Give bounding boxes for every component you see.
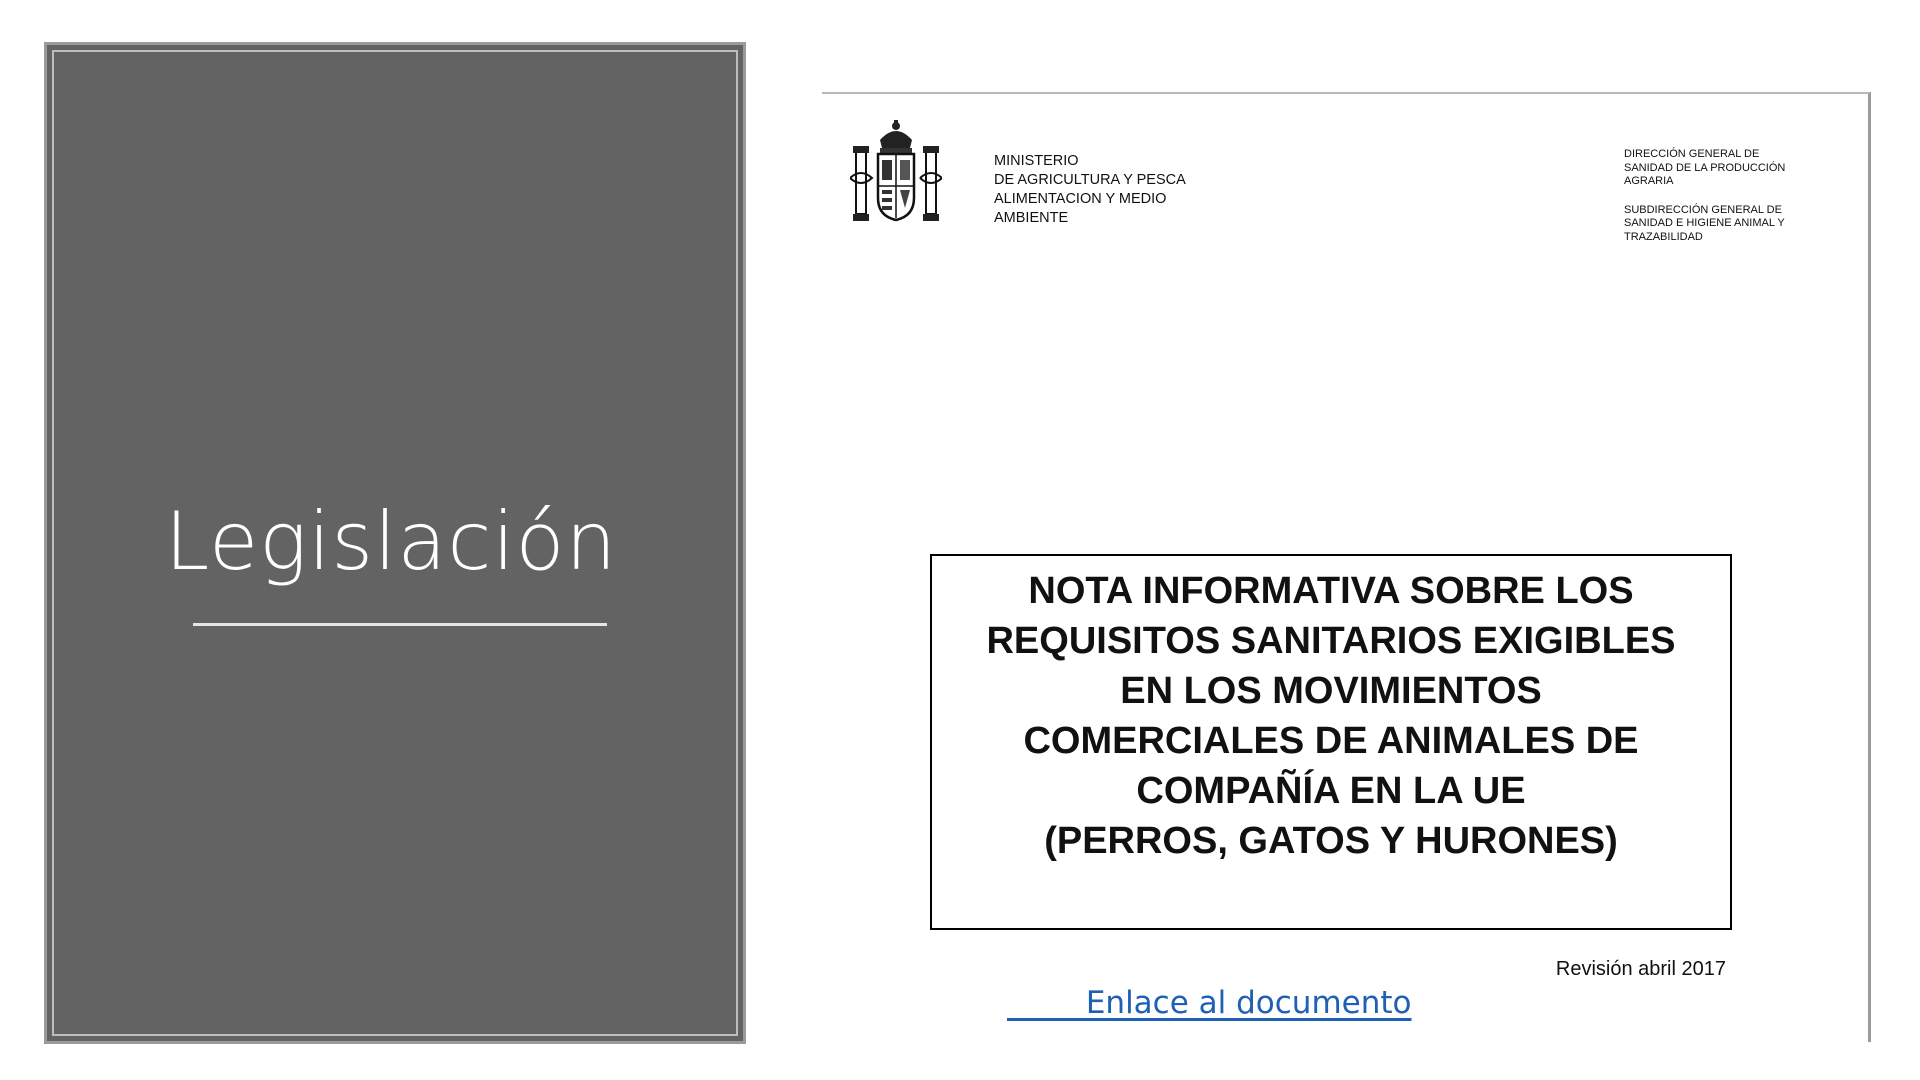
document-title-line: COMERCIALES DE ANIMALES DE [1023,720,1639,762]
directorate-header [1624,148,1785,259]
title-underline [193,623,607,626]
title-panel [44,42,746,1044]
ministry-line: MINISTERIO [994,153,1079,169]
document-preview [822,92,1871,1042]
document-title-line: (PERROS, GATOS Y HURONES) [1044,820,1618,862]
directorate-line: DIRECCIÓN GENERAL DE [1624,148,1760,160]
ministry-line: DE AGRICULTURA Y PESCA [994,172,1186,188]
revision-date: Revisión abril 2017 [1555,958,1726,980]
ministry-line: ALIMENTACION Y MEDIO [994,191,1167,207]
ministry-line: AMBIENTE [994,210,1069,226]
subdirectorate-line: TRAZABILIDAD [1624,230,1703,243]
subdirectorate-block [1624,204,1785,245]
spain-coat-of-arms-icon [850,118,942,228]
document-title-line: EN LOS MOVIMIENTOS [1120,670,1542,712]
document-title-line: NOTA INFORMATIVA SOBRE LOS [1028,570,1634,612]
document-link[interactable]: Enlace al documento [1007,985,1412,1021]
directorate-line: SANIDAD DE LA PRODUCCIÓN [1624,161,1786,174]
directorate-block [1624,148,1785,189]
document-title-line: REQUISITOS SANITARIOS EXIGIBLES [986,620,1676,662]
ministry-header [994,152,1186,228]
document-title-line: COMPAÑÍA EN LA UE [1136,770,1526,812]
directorate-line: AGRARIA [1624,175,1674,187]
document-title-box [930,554,1732,930]
slide-title: Legislación [164,495,618,588]
subdirectorate-line: SUBDIRECCIÓN GENERAL DE [1624,203,1782,216]
subdirectorate-line: SANIDAD E HIGIENE ANIMAL Y [1624,217,1785,229]
